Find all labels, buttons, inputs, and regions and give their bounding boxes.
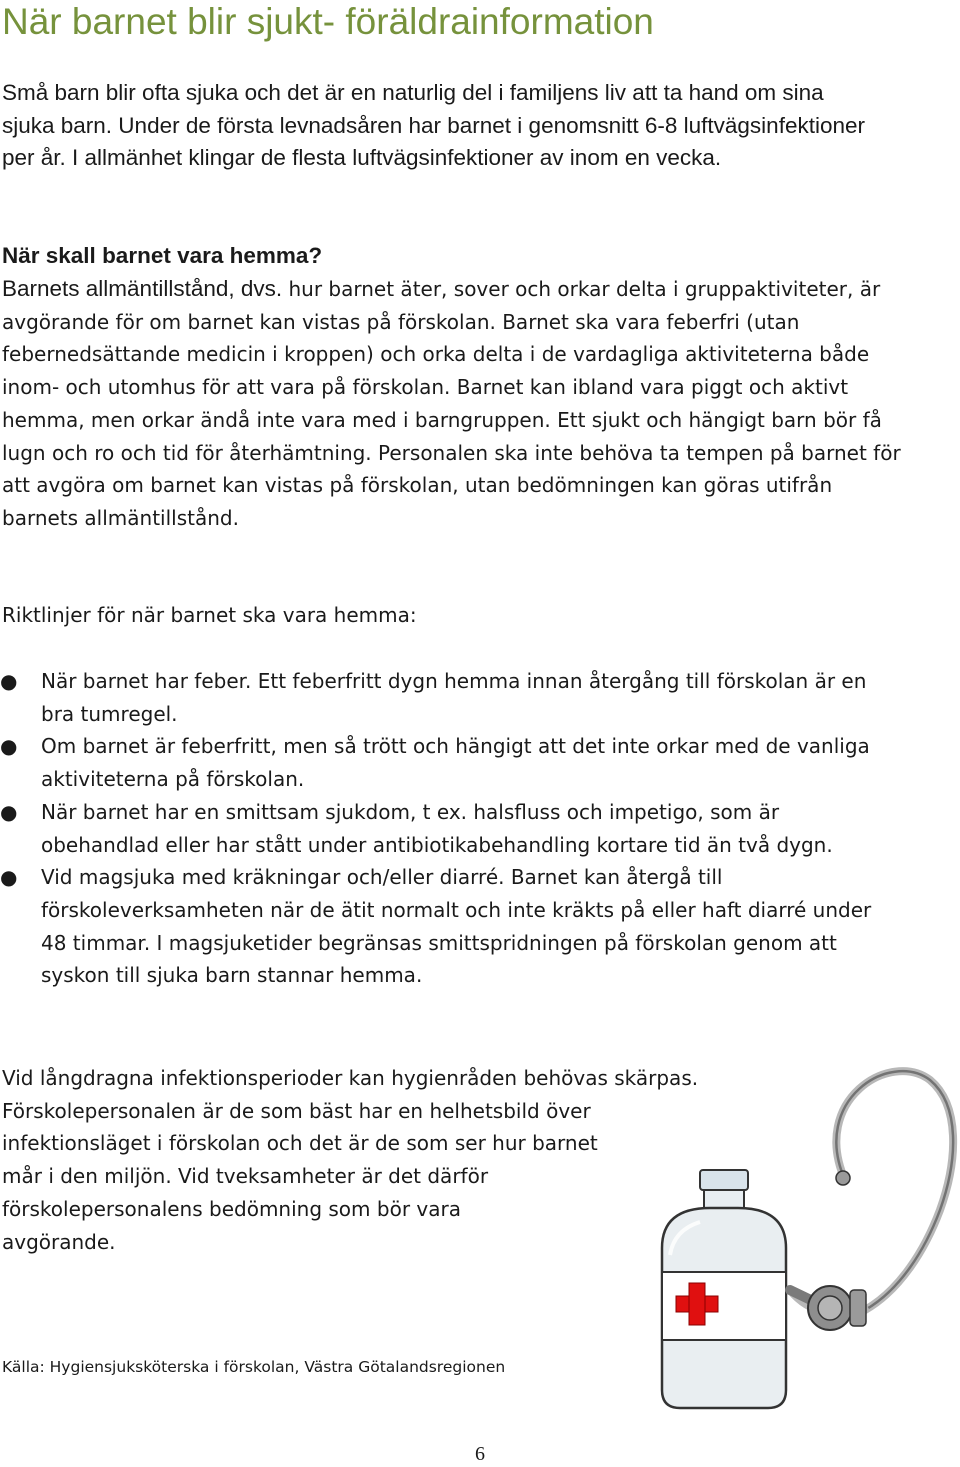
guidelines-list	[0, 665, 900, 992]
guideline-item	[0, 796, 900, 861]
stethoscope-chestpiece	[790, 1286, 866, 1330]
source-citation: Källa: Hygiensjuksköterska i förskolan, Västra Götalandsregionen	[2, 1358, 506, 1376]
intro-paragraph: Små barn blir ofta sjuka och det är en naturlig del i familjens liv att ta hand om sina sjuka barn. Under de första levnadsåren har barnet i genomsnitt 6-8 luftvägsinfektioner per år. I allmänhet klingar de flesta luftvägsinfektioner av inom en vecka.	[2, 80, 865, 170]
closing-line: Förskolepersonalen är de som bäst har en helhetsbild över	[2, 1098, 591, 1123]
closing-line: mår i den miljön. Vid tveksamheter är det därför	[2, 1164, 489, 1189]
condition-paragraph	[2, 273, 902, 535]
guideline-text: Om barnet är feberfritt, men så trött och hängigt att det inte orkar med de vanliga aktiviteterna på förskolan.	[41, 734, 870, 792]
guideline-item	[0, 665, 900, 730]
guidelines-heading: Riktlinjer för när barnet ska vara hemma:	[2, 603, 417, 627]
condition-text: hur barnet äter, sover och orkar delta i gruppaktiviteter, är avgörande för om barnet kan vistas på förskolan. Barnet ska vara feberfri (utan febernedsättande medicin i kroppen) och orka delta i de vardagliga aktiviteterna både inom- och utomhus för att vara på förskolan. Barnet kan ibland vara piggt och aktivt hemma, men orkar ändå inte vara med i barngruppen. Ett sjukt och hängigt barn bör få lugn och ro och tid för återhämtning. Personalen ska inte behöva ta tempen på barnet för att avgöra om barnet kan vistas på förskolan, utan bedömningen kan göras utifrån barnets allmäntillstånd.	[2, 277, 901, 530]
guideline-text: När barnet har feber. Ett feberfritt dygn hemma innan återgång till förskolan är en bra tumregel.	[41, 669, 867, 726]
guideline-item	[0, 730, 900, 795]
bullet-dot-icon: ●	[0, 669, 18, 693]
stethoscope-and-medicine-bottle-icon	[640, 1040, 960, 1420]
closing-line: avgörande.	[2, 1229, 116, 1254]
section-question-heading: När skall barnet vara hemma?	[2, 243, 323, 268]
closing-line: infektionsläget i förskolan och det är de som ser hur barnet	[2, 1131, 598, 1156]
page-title: När barnet blir sjukt- föräldrainformation	[2, 1, 654, 42]
closing-line: förskolepersonalens bedömning som bör vara	[2, 1196, 461, 1221]
medicine-bottle	[662, 1170, 786, 1408]
guideline-text: Vid magsjuka med kräkningar och/eller diarré. Barnet kan återgå till förskoleverksamheten när de ätit normalt och inte kräkts på eller haft diarré under 48 timmar. I magsjuketider begränsas smittspridningen på förskolan genom att syskon till sjuka barn stannar hemma.	[41, 865, 872, 988]
bullet-dot-icon: ●	[0, 734, 18, 759]
page-number: 6	[475, 1443, 485, 1465]
condition-lead: Barnets allmäntillstånd, dvs.	[2, 276, 283, 301]
bullet-dot-icon: ●	[0, 799, 18, 824]
closing-line: Vid långdragna infektionsperioder kan hygienråden behövas skärpas.	[2, 1066, 699, 1090]
guideline-text: När barnet har en smittsam sjukdom, t ex. halsfluss och impetigo, som är obehandlad eller har stått under antibiotikabehandling kortare tid än två dygn.	[41, 799, 833, 857]
bullet-dot-icon: ●	[0, 865, 18, 890]
guideline-item	[0, 861, 900, 992]
